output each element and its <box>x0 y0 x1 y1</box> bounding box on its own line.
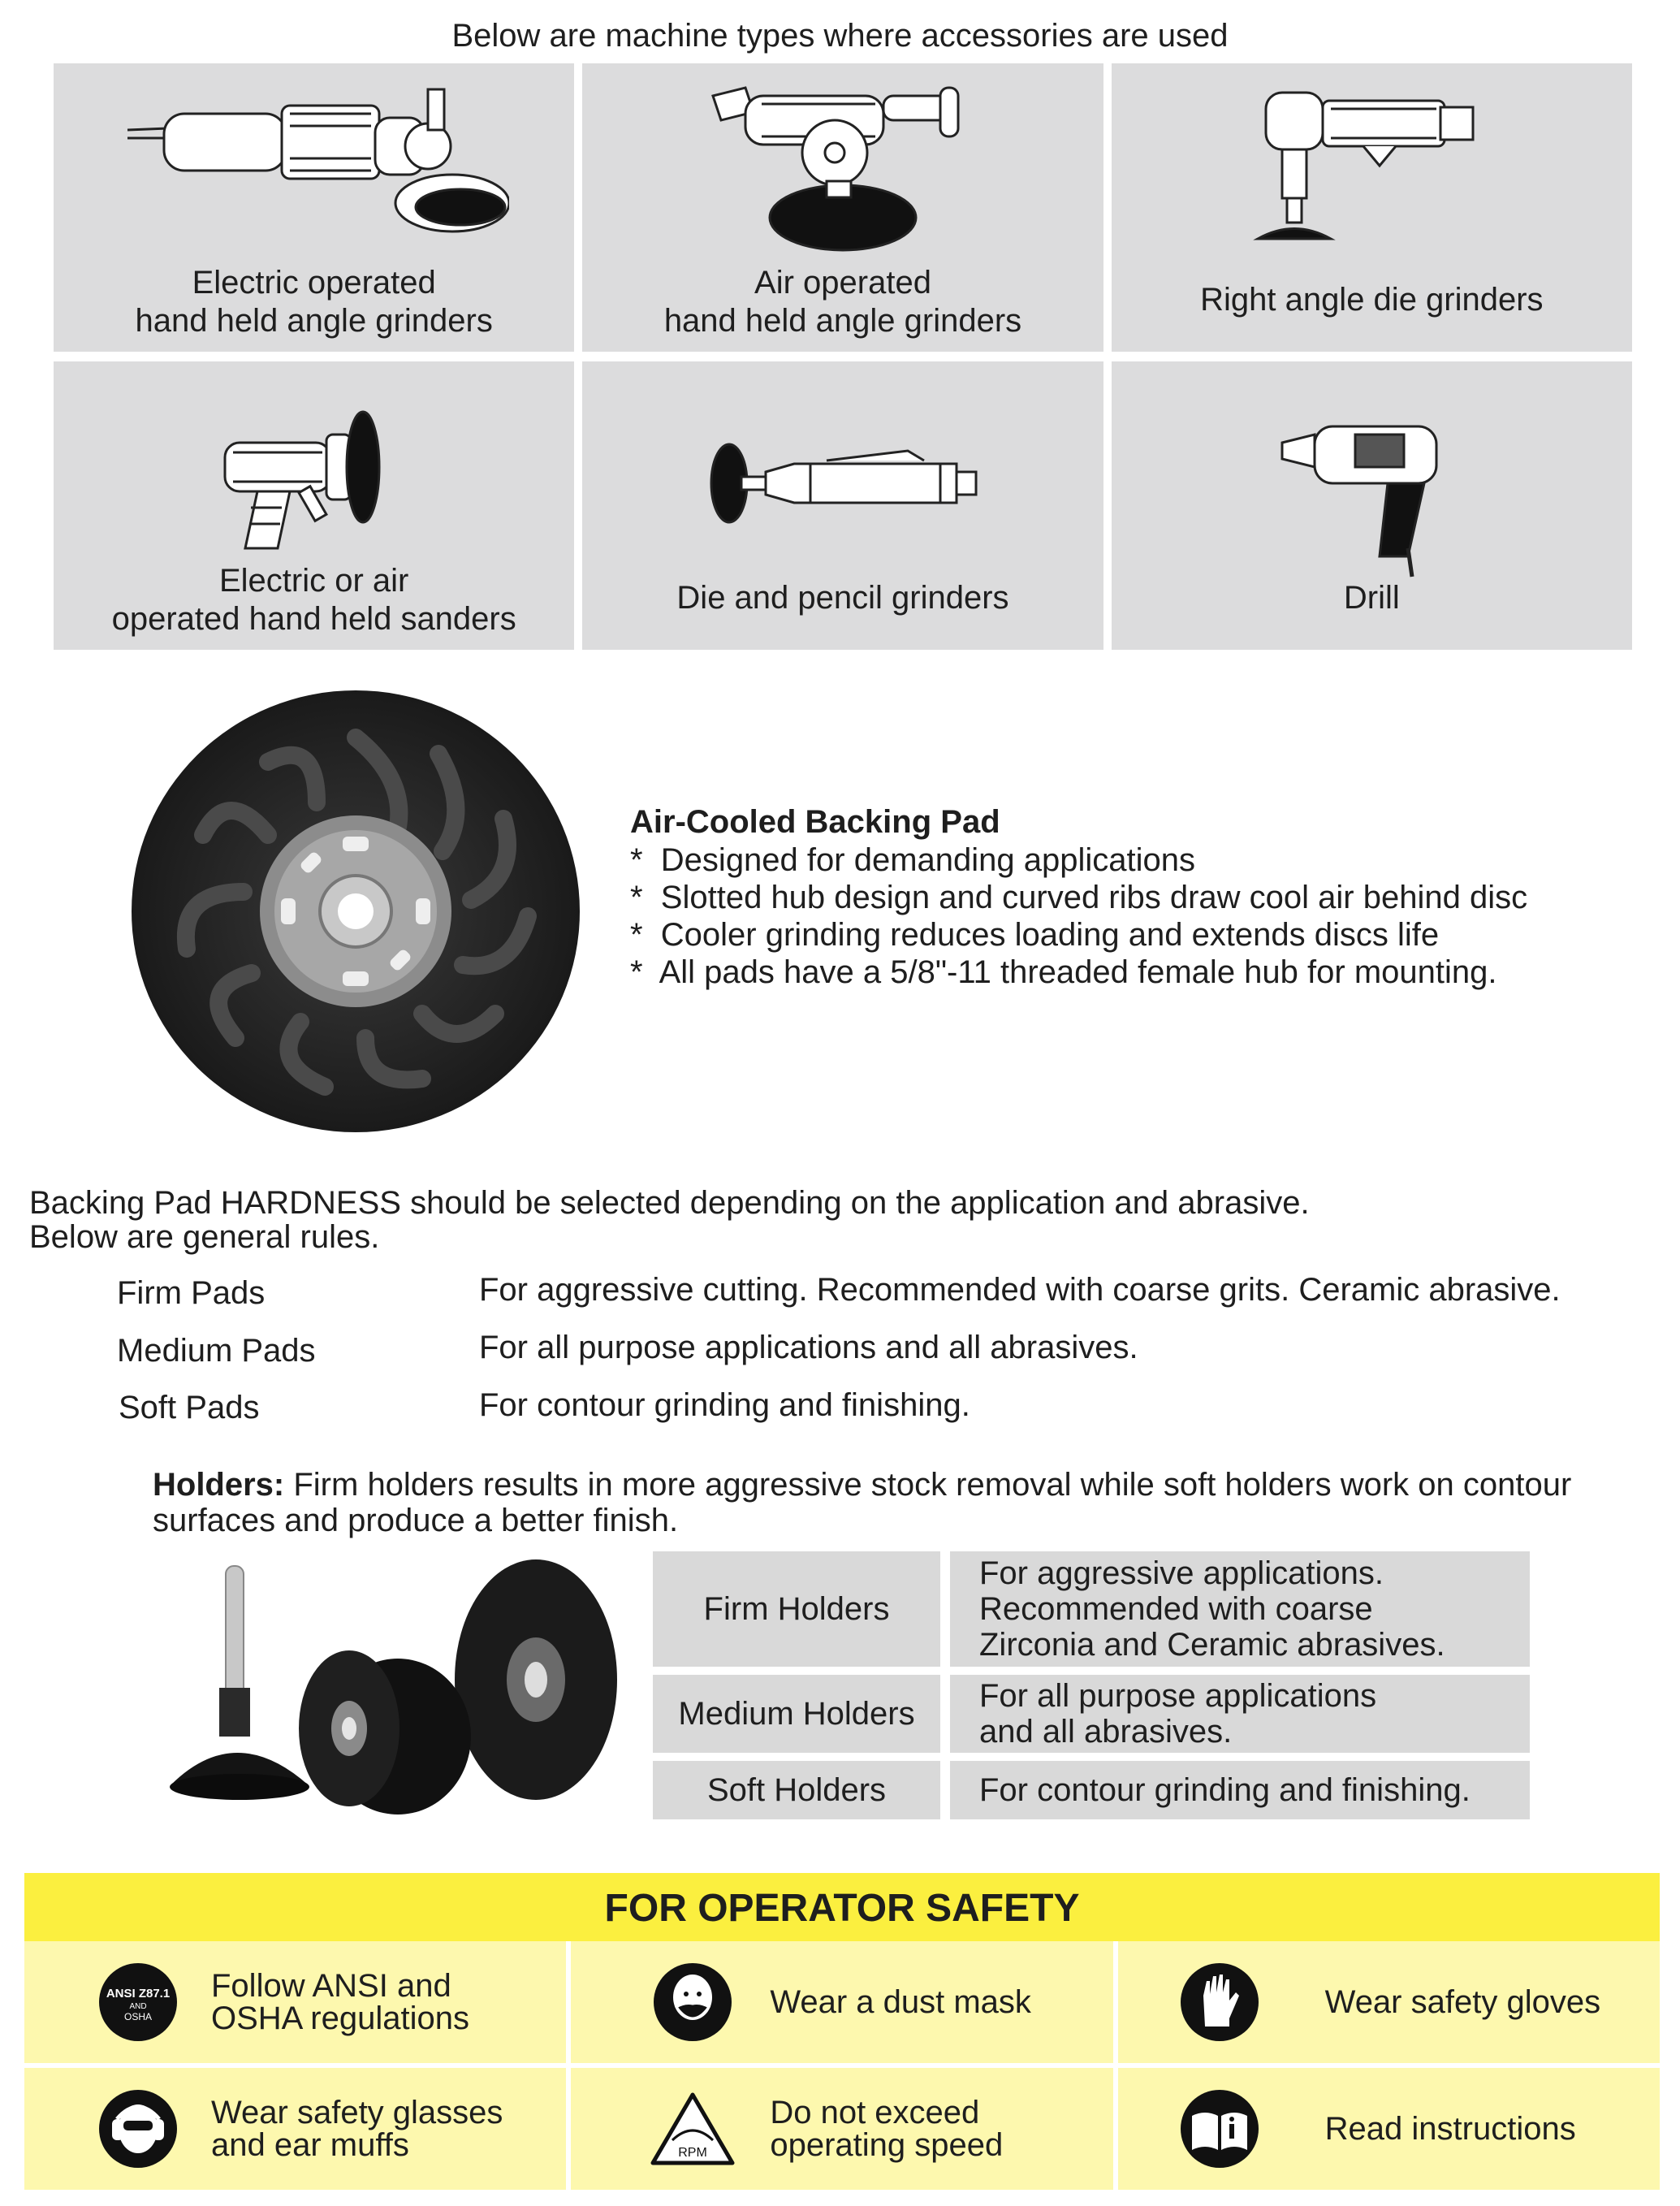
machine-cell-pencil-grinder <box>582 361 1103 650</box>
safety-item-text: Wear safety glasses and ear muffs <box>211 2095 503 2163</box>
hardness-intro-line: Backing Pad HARDNESS should be selected depending on the application and abrasive. <box>29 1185 1310 1221</box>
safety-gloves-icon <box>1179 1962 1260 2043</box>
sander-icon <box>201 410 428 581</box>
safety-item <box>24 2068 566 2190</box>
safety-item <box>1118 2068 1660 2190</box>
electric-angle-grinder-icon <box>119 81 509 260</box>
bullet-item: * All pads have a 5/8"-11 threaded female hub for mounting. <box>630 954 1497 990</box>
machine-cell-sander <box>54 361 574 650</box>
intro-text: Below are machine types where accessories are used <box>451 18 1229 54</box>
holder-desc: For aggressive applications. Recommended with coarse Zirconia and Ceramic abrasives. <box>950 1551 1530 1667</box>
safety-item-text: Do not exceed operating speed <box>770 2095 1004 2163</box>
holder-desc: For all purpose applications and all abrasives. <box>950 1675 1530 1753</box>
safety-item-text: Wear a dust mask <box>770 1984 1031 2020</box>
safety-item <box>571 2068 1112 2190</box>
machine-types-grid <box>54 63 1632 650</box>
rpm-icon-text: RPM <box>678 2146 708 2160</box>
safety-item <box>571 1941 1112 2063</box>
glasses-earmuffs-icon <box>97 2088 179 2169</box>
safety-item <box>24 1941 566 2063</box>
holder-name: Medium Holders <box>653 1675 940 1753</box>
hardness-desc: For aggressive cutting. Recommended with coarse grits. Ceramic abrasive. <box>479 1272 1561 1308</box>
bullet-item: * Cooler grinding reduces loading and extends discs life <box>630 917 1440 953</box>
safety-item-text: Follow ANSI and OSHA regulations <box>211 1968 469 2036</box>
drill-icon <box>1266 402 1477 581</box>
bullet-item: * Slotted hub design and curved ribs draw cool air behind disc <box>630 880 1528 915</box>
hardness-intro <box>29 1186 1310 1254</box>
holders-row <box>653 1675 1530 1753</box>
machine-label: Right angle die grinders <box>1200 281 1544 318</box>
dust-mask-icon <box>652 1962 733 2043</box>
read-instructions-icon <box>1179 2088 1260 2169</box>
backing-pad-image <box>130 689 581 1134</box>
hardness-name: Firm Pads <box>117 1275 266 1311</box>
right-angle-die-grinder-icon <box>1233 76 1509 255</box>
holder-name: Soft Holders <box>653 1761 940 1819</box>
ansi-osha-icon <box>97 1962 179 2043</box>
operator-safety-panel <box>24 1873 1660 2190</box>
hardness-desc: For contour grinding and finishing. <box>479 1387 970 1423</box>
backing-pad-title: Air-Cooled Backing Pad <box>630 804 1000 840</box>
holders-label: Holders: <box>153 1467 285 1503</box>
machine-label: Electric or air operated hand held sanders <box>111 562 516 637</box>
safety-item-text: Read instructions <box>1324 2111 1576 2147</box>
machine-cell-drill <box>1112 361 1632 650</box>
safety-item-text: Wear safety gloves <box>1324 1984 1601 2020</box>
hardness-name: Medium Pads <box>117 1333 316 1369</box>
machine-label: Drill <box>1343 579 1400 616</box>
machine-label: Electric operated hand held angle grinders <box>135 264 493 339</box>
holders-image <box>154 1558 625 1818</box>
hardness-intro-line: Below are general rules. <box>29 1219 380 1255</box>
holders-row <box>653 1551 1530 1667</box>
rpm-warning-icon <box>648 2088 737 2169</box>
air-angle-grinder-icon <box>697 71 989 258</box>
machine-cell-air-angle-grinder <box>582 63 1103 352</box>
holders-row <box>653 1761 1530 1819</box>
machine-cell-right-angle-die-grinder <box>1112 63 1632 352</box>
hardness-desc: For all purpose applications and all abrasives. <box>479 1330 1138 1365</box>
holders-table <box>653 1551 1530 1828</box>
machine-label: Air operated hand held angle grinders <box>663 264 1022 339</box>
pencil-grinder-icon <box>697 418 989 540</box>
machine-cell-electric-angle-grinder <box>54 63 574 352</box>
hardness-name: Soft Pads <box>119 1390 260 1425</box>
holder-name: Firm Holders <box>653 1551 940 1667</box>
ansi-icon-text: ANSI Z87.1 <box>106 1987 171 2001</box>
safety-grid <box>24 1941 1660 2190</box>
safety-item <box>1118 1941 1660 2063</box>
ansi-icon-text: AND <box>129 2002 147 2011</box>
holders-intro <box>153 1467 1582 1538</box>
safety-title: FOR OPERATOR SAFETY <box>24 1873 1660 1941</box>
ansi-icon-text: OSHA <box>123 2011 153 2022</box>
holder-desc: For contour grinding and finishing. <box>950 1761 1530 1819</box>
bullet-item: * Designed for demanding applications <box>630 842 1195 878</box>
holders-text: Firm holders results in more aggressive stock removal while soft holders work on contour surfaces and produce a better finish. <box>153 1467 1572 1538</box>
machine-label: Die and pencil grinders <box>676 579 1009 616</box>
backing-pad-bullets <box>630 841 1527 991</box>
